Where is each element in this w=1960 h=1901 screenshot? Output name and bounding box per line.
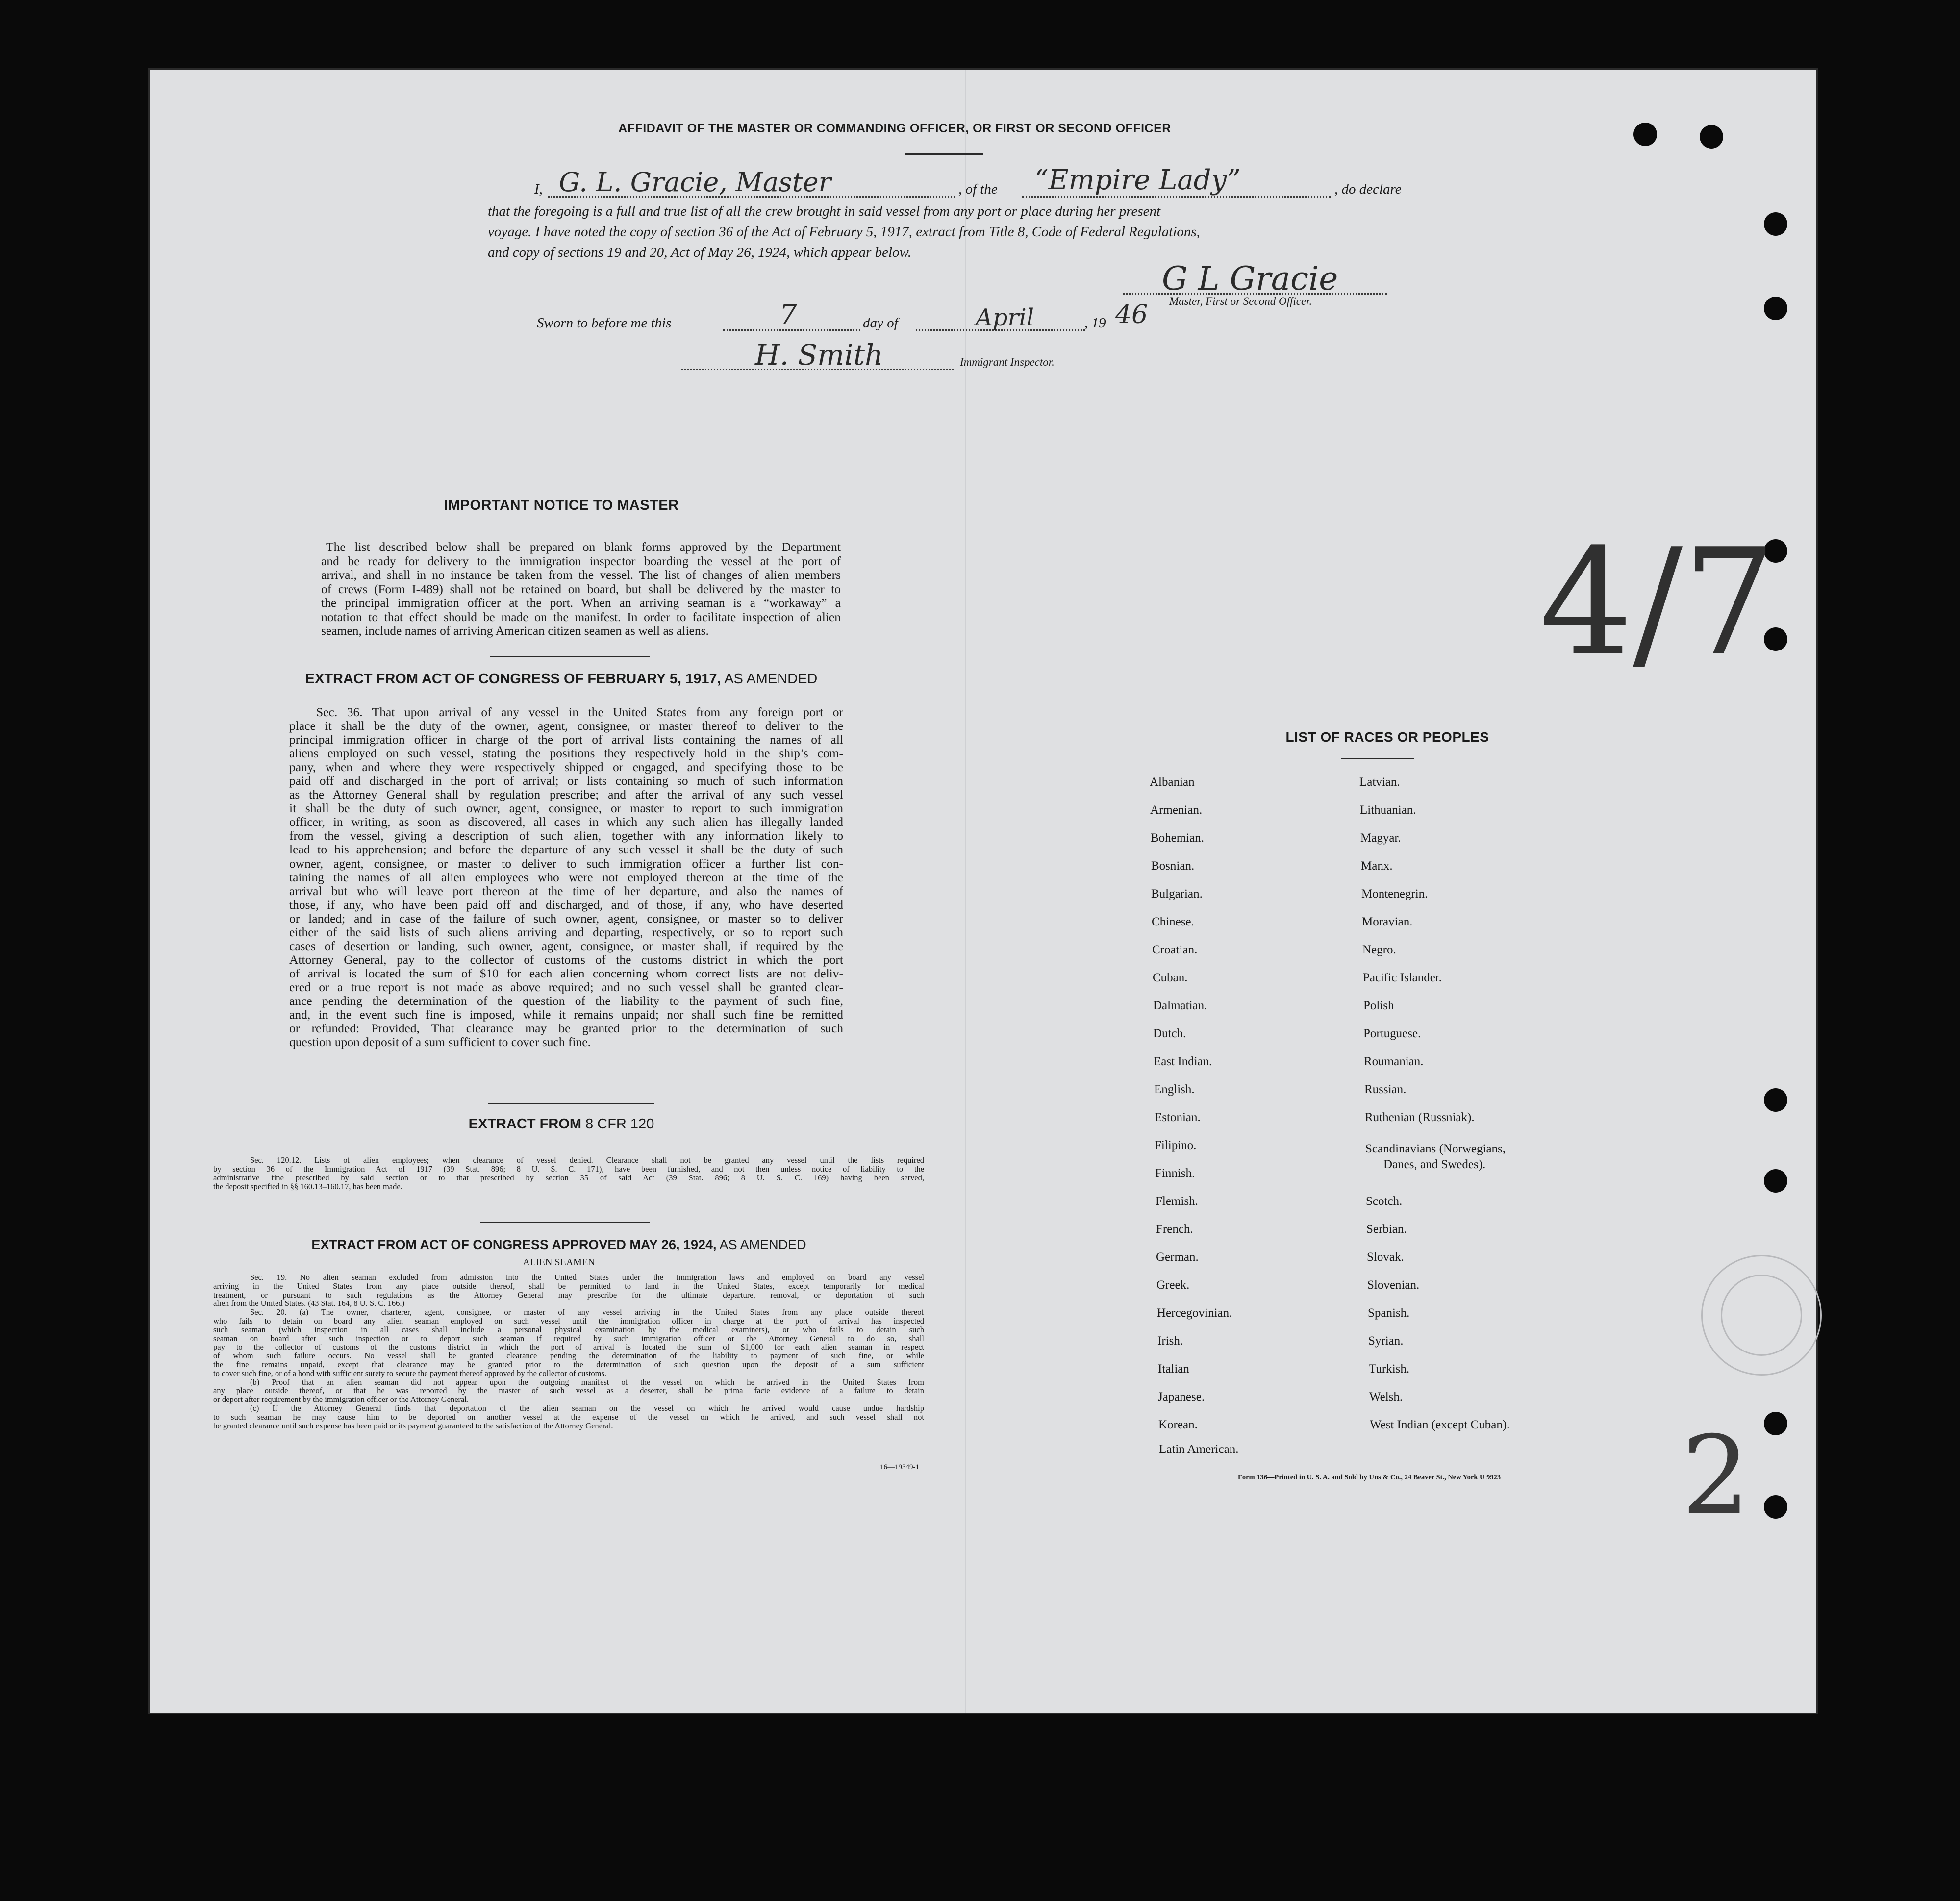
extract-1917-line: lead to his apprehension; and before the departure of any such vessel it shall be the duty of such: [289, 842, 843, 857]
race-item: Latvian.: [1359, 775, 1400, 789]
race-item: Portuguese.: [1363, 1027, 1421, 1040]
race-item: Negro.: [1362, 943, 1396, 956]
notice-title: IMPORTANT NOTICE TO MASTER: [444, 498, 679, 513]
race-item: Danes, and Swedes).: [1383, 1158, 1486, 1171]
extract-1917-title: [275, 671, 848, 687]
race-item: Slovak.: [1367, 1251, 1404, 1264]
extract-1917-line: or refunded: Provided, That clearance may be granted prior to the determination of such: [289, 1021, 843, 1036]
year-prefix: , 19: [1084, 315, 1106, 331]
extract-1917-line: place it shall be the duty of the owner, agent, consignee, or master thereof to deliver to the: [289, 719, 843, 733]
extract-1924-line: seaman on board after such inspection or to deport such seaman if required by such immigration officer or the Attorney General to do so, shall: [213, 1333, 924, 1343]
printer-line: Form 136—Printed in U. S. A. and Sold by Uns & Co., 24 Beaver St., New York U 9923: [1238, 1474, 1501, 1481]
race-item: German.: [1156, 1251, 1199, 1264]
extract-1917-line: ered or a true report is not made as above required; and no such vessel shall be granted clear-: [289, 979, 843, 994]
extract-1924-line: treatment, or pursuant to such regulations as the Attorney General may prescribe for the ultimate departure, removal, or deportation of such: [213, 1290, 924, 1300]
inspector-signature: H. Smith: [755, 338, 883, 372]
corner-mark-handwritten: 2: [1682, 1413, 1750, 1538]
notice-line: arrival, and shall in no instance be taken from the vessel. The list of changes of alien members: [321, 568, 841, 582]
affidavit-line-4: and copy of sections 19 and 20, Act of May 26, 1924, which appear below.: [488, 245, 911, 260]
extract-1917-line: paid off and discharged in the port of arrival; or lists containing so much of such information: [289, 774, 843, 788]
form-number: 16—19349-1: [880, 1463, 919, 1471]
extract-1917-line: those, if any, who have been paid off and discharged, and of those, if any, who have deserted: [289, 897, 843, 912]
race-item: Flemish.: [1156, 1195, 1198, 1208]
race-item: Greek.: [1156, 1278, 1190, 1292]
extract-1917-line: taining the names of all alien employees who were not employed thereon at the time of the: [289, 870, 843, 884]
extract-1924-line: be granted clearance until such expense has been paid or its payment guaranteed to the satisfaction of the Attorney General.: [213, 1421, 613, 1430]
extract-1924-line: who fails to detain on board any alien seaman employed on such vessel until the immigration officer in charge at the port of arrival has inspected: [213, 1316, 924, 1326]
affidavit-of-the: , of the: [958, 181, 998, 197]
extract-cfr-body: [213, 1156, 924, 1191]
extract-1917-line: either of the said lists of such aliens arriving and departing, respectively, or so to report such: [289, 925, 843, 939]
extract-1924-line: pay to the collector of customs of the customs district in which the port of arrival is located the sum of $1,000 for each alien seaman in respect: [213, 1342, 924, 1352]
punch-hole: [1700, 125, 1723, 149]
race-item: Ruthenian (Russniak).: [1365, 1111, 1475, 1124]
extract-1924-line: alien from the United States. (43 Stat. 164, 8 U. S. C. 166.): [213, 1299, 404, 1308]
extract-1917-body: [289, 705, 843, 1049]
punch-hole: [1764, 1412, 1787, 1435]
master-signature-caption: Master, First or Second Officer.: [1169, 295, 1312, 307]
race-item: Korean.: [1158, 1418, 1198, 1431]
extract-1917-line: owner, agent, consignee, or master to deliver to such immigration officer a further list con-: [289, 856, 843, 871]
extract-cfr-line: administrative fine prescribed by said section or to that prescribed by section 35 of said Act (39 Stat. 896; 8 U. S. C. 169) having been served,: [213, 1173, 924, 1182]
extract-1924-body: [213, 1273, 924, 1430]
extract-1924-title: [233, 1237, 885, 1252]
race-item: Latin American.: [1159, 1443, 1239, 1456]
extract-1924-line: to cover such fine, or of a bond with sufficient surety to secure the payment thereof approved by the collector of customs.: [213, 1368, 606, 1378]
race-item: Albanian: [1150, 775, 1195, 789]
race-item: French.: [1156, 1223, 1193, 1236]
race-item: Magyar.: [1360, 831, 1401, 845]
extract-1924-line: arriving in the United States from any place outside thereof, shall be permitted to land in the United States, except temporarily for medical: [213, 1281, 924, 1291]
race-item: Croatian.: [1152, 943, 1198, 956]
races-title: LIST OF RACES OR PEOPLES: [1285, 729, 1489, 745]
notice-body: [321, 540, 841, 638]
race-item: East Indian.: [1154, 1055, 1212, 1068]
extract-1917-line: pany, when and where they were respectively shipped or engaged, and specifying those to be: [289, 760, 843, 775]
affidavit-title: AFFIDAVIT OF THE MASTER OR COMMANDING OFFICER, OR FIRST OR SECOND OFFICER: [618, 122, 1171, 135]
extract-1924-line: to such seaman he may cause him to be deported on another vessel at the expense of the vessel on which he arrived, and such vessel shall not: [213, 1412, 924, 1422]
page-number-handwritten: 4/7: [1539, 517, 1776, 688]
race-item: Pacific Islander.: [1363, 971, 1442, 984]
race-item: Scandinavians (Norwegians,: [1365, 1142, 1506, 1155]
race-item: Slovenian.: [1367, 1278, 1420, 1292]
affidavit-line-3: voyage. I have noted the copy of section 36 of the Act of February 5, 1917, extract from Title 8, Code of Federal Regulations,: [488, 224, 1200, 240]
race-item: Montenegrin.: [1361, 887, 1428, 900]
race-item: Hercegovinian.: [1157, 1306, 1232, 1320]
punch-hole: [1633, 123, 1657, 146]
day-of: day of: [863, 315, 898, 331]
race-item: Scotch.: [1366, 1195, 1403, 1208]
extract-1917-line: question upon deposit of a sum sufficient to cover such fine.: [289, 1035, 591, 1050]
extract-1917-line: or landed; and in case of the failure of such owner, agent, consignee, or master so to deliver: [289, 911, 843, 925]
punch-hole: [1764, 1088, 1787, 1112]
race-item: Armenian.: [1150, 803, 1203, 817]
race-item: Japanese.: [1158, 1390, 1205, 1403]
race-item: Serbian.: [1366, 1223, 1407, 1236]
master-signature: G L Gracie: [1162, 260, 1338, 298]
notice-line: of crews (Form I-489) shall not be retained on board, but shall be delivered by the master to: [321, 581, 841, 596]
extract-1917-line: principal immigration officer in charge of the port of arrival lists containing the names of all: [289, 732, 843, 747]
punch-hole: [1764, 297, 1787, 320]
extract-1917-title-plain: AS AMENDED: [721, 671, 818, 687]
inspector-caption: Immigrant Inspector.: [960, 356, 1055, 368]
notice-line: The list described below shall be prepared on blank forms approved by the Department: [326, 540, 841, 554]
master-name-handwritten: G. L. Gracie, Master: [559, 167, 831, 198]
affidavit-title-rule: [905, 153, 983, 155]
faint-seal-stamp-inner: [1721, 1275, 1802, 1356]
extract-cfr-line: by section 36 of the Immigration Act of 1917 (39 Stat. 896; 8 U. S. C. 171), have been furnished, and not then unless notice of liability to the: [213, 1164, 924, 1174]
race-item: Dutch.: [1153, 1027, 1186, 1040]
extract-1917-line: it shall be the duty of such owner, agent, consignee, or master to report to such immigration: [289, 801, 843, 816]
affidavit-do-declare: , do declare: [1334, 181, 1402, 197]
extract-1924-line: (c) If the Attorney General finds that deportation of the alien seaman on the vessel on which he arrived would cause undue hardship: [250, 1403, 924, 1413]
punch-hole: [1764, 1495, 1787, 1519]
extract-cfr-title-bold: EXTRACT FROM: [468, 1116, 582, 1132]
notice-line: the principal immigration officer at the port. When an arriving seaman is a “workaway” a: [321, 596, 841, 610]
extract-1924-line: or deport after requirement by the immigration officer or the Attorney General.: [213, 1395, 469, 1404]
race-item: Syrian.: [1368, 1334, 1404, 1348]
extract-1924-title-bold: EXTRACT FROM ACT OF CONGRESS APPROVED MAY 26, 1924,: [311, 1237, 717, 1252]
vessel-name-line: [1022, 196, 1331, 198]
extract-1924-line: any place outside thereof, or that he was reported by the master of such vessel as a deserter, shall be prima facie evidence of a failure to detain: [213, 1386, 924, 1396]
race-item: Lithuanian.: [1360, 803, 1416, 817]
race-item: Finnish.: [1155, 1167, 1195, 1180]
race-item: Manx.: [1361, 859, 1393, 873]
section-divider: [488, 1103, 654, 1104]
extract-1917-line: Attorney General, pay to the collector of customs of the customs district in which the port: [289, 952, 843, 967]
race-item: English.: [1154, 1083, 1195, 1096]
sworn-month-handwritten: April: [976, 304, 1034, 331]
extract-1917-line: as the Attorney General shall by regulation prescribe; and after the arrival of any such vessel: [289, 787, 843, 802]
race-item: West Indian (except Cuban).: [1370, 1418, 1510, 1431]
master-signature-line: [1123, 293, 1387, 295]
race-item: Bosnian.: [1151, 859, 1195, 873]
notice-line: notation to that effect should be made on the manifest. In order to facilitate inspection of alien: [321, 609, 841, 624]
race-item: Irish.: [1157, 1334, 1183, 1348]
extract-cfr-line: Sec. 120.12. Lists of alien employees; when clearance of vessel denied. Clearance shall not be granted any vessel until the lists required: [250, 1155, 924, 1165]
race-item: Estonian.: [1155, 1111, 1201, 1124]
race-item: Russian.: [1364, 1083, 1407, 1096]
race-item: Cuban.: [1153, 971, 1188, 984]
affidavit-i: I,: [534, 181, 543, 197]
race-item: Chinese.: [1152, 915, 1194, 928]
extract-cfr-title: [284, 1116, 838, 1132]
race-item: Welsh.: [1369, 1390, 1403, 1403]
punch-hole: [1764, 1169, 1787, 1193]
extract-1924-line: such seaman (which inspection in all cases shall include a personal physical examination by the medical examiners), or who fails to detain such: [213, 1325, 924, 1334]
sworn-prefix: Sworn to before me this: [537, 315, 672, 331]
section-divider: [480, 1222, 650, 1223]
extract-1924-line: of whom such failure occurs. No vessel shall be granted clearance pending the determination of the liability to payment of such fine, or while: [213, 1351, 924, 1361]
extract-1917-line: arrival but who will leave port thereon at the time of her departure, and also the names of: [289, 883, 843, 898]
extract-1924-line: Sec. 19. No alien seaman excluded from admission into the United States under the immigration laws and employed on board any vessel: [250, 1273, 924, 1282]
extract-1917-title-bold: EXTRACT FROM ACT OF CONGRESS OF FEBRUARY 5, 1917,: [305, 671, 721, 687]
race-item: Italian: [1158, 1362, 1189, 1376]
extract-1924-line: the fine remains unpaid, except that clearance may be granted prior to the determination of such question upon the deposit of a sum sufficient: [213, 1359, 924, 1369]
extract-cfr-line: the deposit specified in §§ 160.13–160.17, has been made.: [213, 1182, 402, 1191]
race-item: Filipino.: [1155, 1139, 1197, 1152]
race-item: Roumanian.: [1364, 1055, 1424, 1068]
race-item: Dalmatian.: [1153, 999, 1207, 1012]
page-fold-line: [965, 70, 966, 1713]
sworn-day-handwritten: 7: [779, 299, 797, 331]
extract-1917-line: and, in the event such fine is imposed, while it remains unpaid; nor shall such fine be remitted: [289, 1007, 843, 1022]
extract-1917-line: of arrival is located the sum of $10 for each alien concerning whom correct lists are not deliv-: [289, 966, 843, 980]
race-item: Moravian.: [1362, 915, 1413, 928]
races-title-rule: [1341, 758, 1414, 759]
extract-1917-line: officer, in writing, as soon as discovered, all cases in which any such alien has illegally landed: [289, 815, 843, 829]
race-item: Turkish.: [1369, 1362, 1410, 1376]
extract-1924-subtitle: ALIEN SEAMEN: [523, 1257, 595, 1268]
race-item: Bulgarian.: [1151, 887, 1203, 900]
extract-1917-line: ance pending the determination of the question of the liability to the payment of such fine,: [289, 993, 843, 1008]
extract-1917-line: from the vessel, giving a description of such alien, together with any information likely to: [289, 828, 843, 843]
race-item: Bohemian.: [1151, 831, 1205, 845]
punch-hole: [1764, 212, 1787, 236]
affidavit-line-2: that the foregoing is a full and true list of all the crew brought in said vessel from any port or place during her present: [488, 203, 1161, 219]
sworn-year-handwritten: 46: [1115, 300, 1148, 329]
notice-line: and be ready for delivery to the immigration inspector boarding the vessel at the port of: [321, 553, 841, 568]
notice-line: seamen, include names of arriving American citizen seamen as well as aliens.: [321, 624, 709, 638]
extract-1917-line: cases of desertion or landing, such owner, agent, consignee, or master shall, if required by the: [289, 938, 843, 953]
extract-1924-title-plain: AS AMENDED: [716, 1237, 806, 1252]
extract-1924-line: Sec. 20. (a) The owner, charterer, agent, consignee, or master of any vessel arriving in the United States from any place outside thereof: [250, 1307, 924, 1317]
vessel-name-handwritten: “Empire Lady”: [1034, 164, 1241, 196]
extract-cfr-title-plain: 8 CFR 120: [581, 1116, 654, 1132]
extract-1924-line: (b) Proof that an alien seaman did not appear upon the outgoing manifest of the vessel on which he arrived in the United States from: [250, 1377, 924, 1387]
section-divider: [490, 656, 650, 657]
race-item: Spanish.: [1368, 1306, 1410, 1320]
extract-1917-line: aliens employed on such vessel, stating the positions they respectively hold in the ship’s com-: [289, 746, 843, 761]
extract-1917-line: Sec. 36. That upon arrival of any vessel in the United States from any foreign port or: [316, 705, 843, 719]
race-item: Polish: [1363, 999, 1394, 1012]
